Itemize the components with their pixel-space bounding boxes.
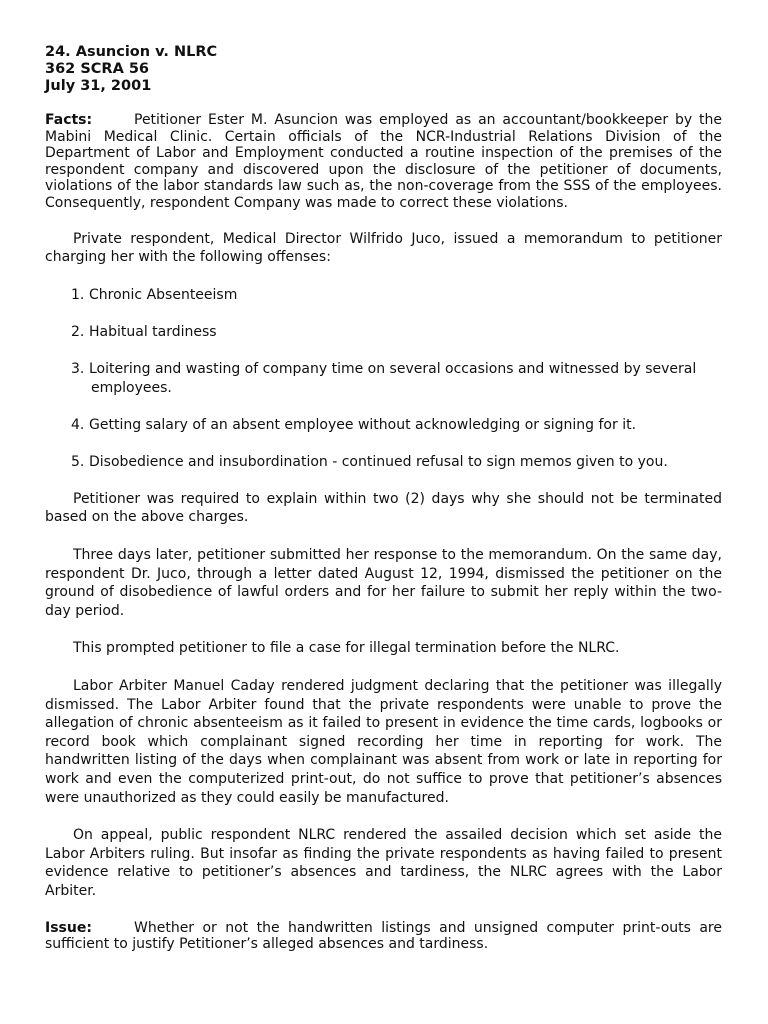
list-item	[71, 453, 722, 472]
memo-paragraph: Private respondent, Medical Director Wilfrido Juco, issued a memorandum to petitioner charging her with the following offenses:	[45, 230, 722, 266]
charge-number: 2.	[71, 323, 85, 340]
appeal-paragraph: On appeal, public respondent NLRC rendered the assailed decision which set aside the Labor Arbiters ruling. But insofar as finding the private respondents as having failed to present evidence relative to petitioner’s absences and tardiness, the NLRC agrees with the Labor Arbiter.	[45, 827, 722, 899]
facts-intro: Petitioner Ester M. Asuncion was employed as an accountant/bookkeeper by the Mabini Medical Clinic. Certain officials of the NCR-Industrial Relations Division of the Department of Labor and Employment conducted a routine inspection of the premises of the respondent company and discovered upon the disclosure of the petitioner of documents, violations of the labor standards law such as, the non-coverage from the SSS of the employees. Consequently, respondent Company was made to correct these violations.	[45, 112, 722, 211]
arbiter-paragraph: Labor Arbiter Manuel Caday rendered judgment declaring that the petitioner was illegally dismissed. The Labor Arbiter found that the private respondents were unable to prove the allegation of chronic absenteeism as it failed to present in evidence the time cards, logbooks or record book which complainant signed recording her time in reporting for work. The handwritten listing of the days when complainant was absent from work or late in reporting for work and even the computerized print-out, do not suffice to prove that petitioner’s absences were unauthorized as they could easily be manufactured.	[45, 677, 722, 806]
case-date: July 31, 2001	[45, 78, 152, 94]
charge-text: Getting salary of an absent employee without acknowledging or signing for it.	[89, 416, 637, 433]
charge-text: Chronic Absenteeism	[89, 286, 238, 303]
case-title: 24. Asuncion v. NLRC	[45, 44, 218, 60]
explain-paragraph: Petitioner was required to explain within two (2) days why she should not be terminated based on the above charges.	[45, 490, 722, 526]
issue-section	[45, 920, 722, 953]
list-item	[71, 416, 722, 435]
list-item	[71, 323, 722, 342]
case-citation: 362 SCRA 56	[45, 61, 150, 77]
charge-text: Disobedience and insubordination - continued refusal to sign memos given to you.	[89, 453, 668, 470]
case-header	[45, 44, 722, 95]
charge-number: 3.	[71, 360, 85, 377]
facts-section	[45, 112, 722, 212]
charge-number: 1.	[71, 286, 85, 303]
issue-label: Issue:	[45, 919, 92, 936]
facts-label: Facts:	[45, 112, 93, 128]
dismissal-paragraph: Three days later, petitioner submitted her response to the memorandum. On the same day, respondent Dr. Juco, through a letter dated August 12, 1994, dismissed the petitioner on the ground of disobedience of lawful orders and for her failure to submit her reply within the two-day period.	[45, 547, 722, 619]
charges-list	[45, 286, 722, 472]
charge-text: Habitual tardiness	[89, 323, 217, 340]
list-item	[71, 360, 722, 397]
charge-text: Loitering and wasting of company time on several occasions and witnessed by several employees.	[89, 360, 697, 396]
issue-text: Whether or not the handwritten listings and unsigned computer print-outs are sufficient to justify Petitioner’s alleged absences and tardiness.	[45, 919, 722, 953]
filing-paragraph: This prompted petitioner to file a case for illegal termination before the NLRC.	[73, 640, 620, 657]
charge-number: 5.	[71, 453, 85, 470]
document-page	[45, 44, 722, 953]
list-item	[71, 286, 722, 305]
charge-number: 4.	[71, 416, 85, 433]
